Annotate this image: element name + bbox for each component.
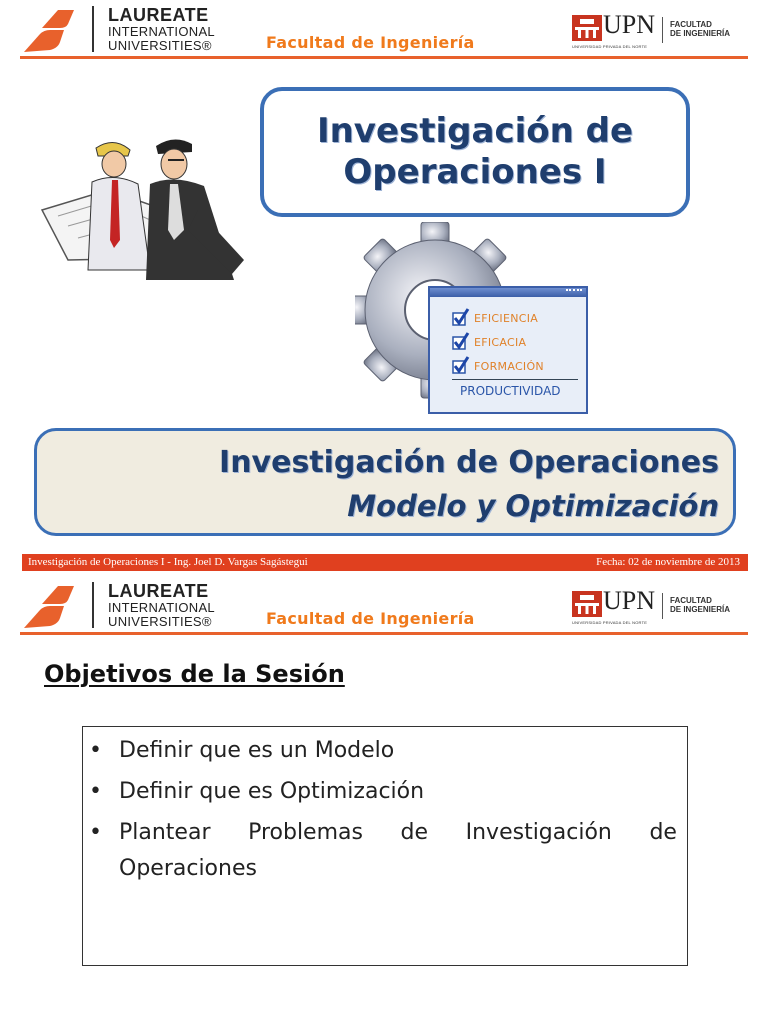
- checkmark-icon: [452, 356, 470, 374]
- laureate-wordmark: [108, 6, 215, 52]
- upn-logo-icon: [572, 15, 602, 41]
- section-title: Objetivos de la Sesión: [44, 660, 345, 688]
- objectives-list: [83, 733, 689, 892]
- upn-faculty: [670, 596, 730, 614]
- upn-separator: [662, 17, 663, 43]
- laureate-line2: INTERNATIONAL: [108, 24, 215, 39]
- laureate-line3: UNIVERSITIES®: [108, 614, 212, 629]
- objective-text-line1: [119, 815, 677, 850]
- objective-item: [89, 774, 677, 809]
- checklist-sum-line: [452, 379, 578, 380]
- checklist-result: PRODUCTIVIDAD: [460, 384, 561, 398]
- checklist-item-eficiencia: EFICIENCIA: [474, 312, 539, 325]
- objective-text: Definir que es Optimización: [119, 779, 425, 805]
- course-title-line1: Investigación de: [316, 111, 634, 152]
- laureate-line2: INTERNATIONAL: [108, 600, 215, 615]
- slide-header: [0, 0, 768, 60]
- objective-word: Plantear: [119, 820, 211, 846]
- slide-2: [0, 576, 768, 1024]
- course-title: [317, 111, 633, 193]
- upn-subtitle: UNIVERSIDAD PRIVADA DEL NORTE: [572, 620, 648, 625]
- bullet: •: [89, 738, 102, 763]
- upn-faculty-line1: FACULTAD: [670, 596, 712, 605]
- objective-item: [89, 815, 677, 885]
- checkmark-icon: [452, 332, 470, 350]
- checklist-titlebar: [430, 288, 586, 297]
- upn-faculty: [670, 20, 730, 38]
- header-separator: [92, 582, 94, 628]
- title-box: [260, 87, 690, 217]
- laureate-logo-icon: [20, 8, 76, 54]
- slide-header: [0, 576, 768, 636]
- faculty-title: Facultad de Ingeniería: [266, 609, 475, 628]
- objective-word: de: [400, 820, 429, 846]
- laureate-line1: LAUREATE: [108, 5, 209, 25]
- bullet: •: [89, 820, 102, 846]
- laureate-line3: UNIVERSITIES®: [108, 38, 212, 53]
- course-title-line2: Operaciones I: [343, 152, 607, 192]
- checklist-item-formacion: FORMACIÓN: [474, 360, 544, 373]
- upn-wordmark: UPN: [603, 586, 656, 615]
- productivity-checklist: [428, 286, 588, 414]
- objective-item: [89, 733, 677, 768]
- header-rule: [20, 632, 748, 635]
- objectives-box: [82, 726, 688, 966]
- objective-text-line2: Operaciones: [119, 855, 257, 881]
- faculty-title: Facultad de Ingeniería: [266, 33, 475, 52]
- subtitle-line1: Investigación de Operaciones: [219, 445, 719, 480]
- upn-faculty-line2: DE INGENIERÍA: [670, 605, 731, 615]
- footer-date: Fecha: 02 de noviembre de 2013: [596, 556, 740, 568]
- laureate-line1: LAUREATE: [108, 581, 209, 601]
- upn-subtitle: UNIVERSIDAD PRIVADA DEL NORTE: [572, 44, 648, 49]
- objective-word: Problemas: [248, 820, 363, 846]
- subtitle-box: [34, 428, 736, 536]
- upn-wordmark: UPN: [603, 10, 656, 39]
- checklist-item-eficacia: EFICACIA: [474, 336, 527, 349]
- slide-footer: [22, 554, 748, 571]
- footer-course-author: Investigación de Operaciones I - Ing. Joel D. Vargas Sagástegui: [28, 556, 308, 568]
- objective-word: Investigación: [465, 820, 612, 846]
- bullet: •: [89, 779, 102, 805]
- laureate-logo-icon: [20, 584, 76, 630]
- engineers-illustration: [38, 130, 248, 280]
- header-rule: [20, 56, 748, 59]
- header-separator: [92, 6, 94, 52]
- upn-faculty-line2: DE INGENIERÍA: [670, 29, 731, 39]
- subtitle-line2: Modelo y Optimización: [347, 489, 719, 523]
- upn-logo-icon: [572, 591, 602, 617]
- objective-text: Definir que es un Modelo: [119, 738, 395, 763]
- upn-separator: [662, 593, 663, 619]
- objective-word: de: [649, 820, 677, 846]
- upn-faculty-line1: FACULTAD: [670, 20, 712, 29]
- checkmark-icon: [452, 308, 470, 326]
- laureate-wordmark: [108, 582, 215, 628]
